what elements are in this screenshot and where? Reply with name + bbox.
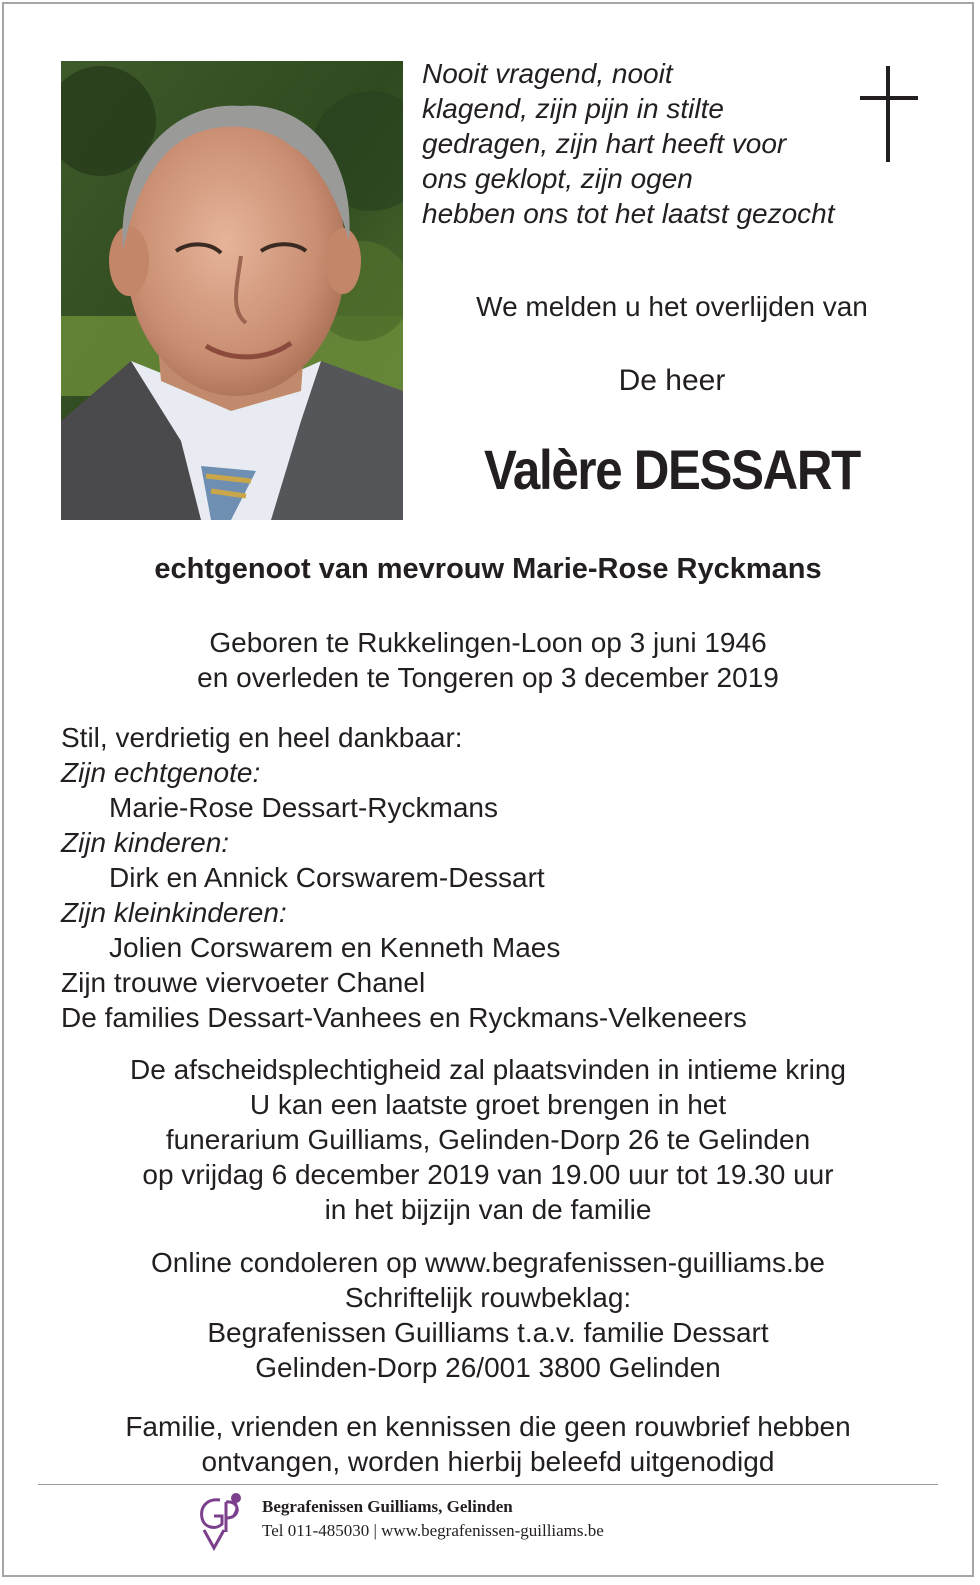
ceremony-line: in het bijzijn van de familie — [324, 1194, 652, 1225]
spouse-label: Zijn echtgenote: — [61, 757, 261, 788]
condolence-line: Schriftelijk rouwbeklag: — [344, 1282, 632, 1313]
invitation-line: ontvangen, worden hierbij beleefd uitgenodigd — [201, 1446, 775, 1477]
honorific: De heer — [618, 364, 726, 397]
poem-line: Nooit vragend, nooit — [422, 58, 673, 89]
deceased-name: Valère DESSART — [484, 438, 860, 501]
family-intro: Stil, verdrietig en heel dankbaar: — [61, 722, 463, 753]
grandchildren-names: Jolien Corswarem en Kenneth Maes — [109, 932, 561, 963]
spouse-line: echtgenoot van mevrouw Marie-Rose Ryckmans — [154, 553, 822, 585]
portrait-photo — [61, 61, 403, 520]
family-list — [61, 720, 941, 1035]
cross-icon — [860, 66, 918, 162]
portrait-image — [61, 61, 403, 520]
ceremony-info — [4, 1052, 972, 1227]
poem-line: gedragen, zijn hart heeft voor — [422, 128, 787, 159]
poem-line: hebben ons tot het laatst gezocht — [422, 198, 835, 229]
announcement: We melden u het overlijden van — [476, 291, 868, 322]
families-line: De families Dessart-Vanhees en Ryckmans-Velkeneers — [61, 1002, 747, 1033]
grandchildren-label: Zijn kleinkinderen: — [61, 897, 287, 928]
invitation-line: Familie, vrienden en kennissen die geen rouwbrief hebben — [125, 1411, 851, 1442]
ceremony-line: U kan een laatste groet brengen in het — [249, 1089, 727, 1120]
birth-line: Geboren te Rukkelingen-Loon op 3 juni 1946 — [209, 627, 767, 658]
children-names: Dirk en Annick Corswarem-Dessart — [109, 862, 545, 893]
children-label: Zijn kinderen: — [61, 827, 230, 858]
spouse-name: Marie-Rose Dessart-Ryckmans — [109, 792, 498, 823]
condolence-line: Begrafenissen Guilliams t.a.v. familie Dessart — [207, 1317, 769, 1348]
footer-divider — [38, 1484, 938, 1485]
condolence-line: Online condoleren op www.begrafenissen-guilliams.be — [151, 1247, 825, 1278]
ceremony-line: funerarium Guilliams, Gelinden-Dorp 26 te Gelinden — [165, 1124, 811, 1155]
death-line: en overleden te Tongeren op 3 december 2019 — [197, 662, 779, 693]
ceremony-line: op vrijdag 6 december 2019 van 19.00 uur tot 19.30 uur — [142, 1159, 834, 1190]
obituary-card — [2, 2, 974, 1577]
poem-line: ons geklopt, zijn ogen — [422, 163, 693, 194]
birth-death-info — [4, 625, 972, 695]
funeral-home-logo-icon — [196, 1490, 250, 1552]
funeral-home-contact: Tel 011-485030 | www.begrafenissen-guilliams.be — [262, 1521, 604, 1540]
poem — [422, 56, 902, 231]
pet-line: Zijn trouwe viervoeter Chanel — [61, 967, 426, 998]
condolence-info — [4, 1245, 972, 1385]
condolence-line: Gelinden-Dorp 26/001 3800 Gelinden — [255, 1352, 721, 1383]
funeral-home-name: Begrafenissen Guilliams, Gelinden — [262, 1497, 513, 1516]
poem-line: klagend, zijn pijn in stilte — [422, 93, 724, 124]
invitation — [4, 1409, 972, 1479]
ceremony-line: De afscheidsplechtigheid zal plaatsvinden in intieme kring — [130, 1054, 846, 1085]
